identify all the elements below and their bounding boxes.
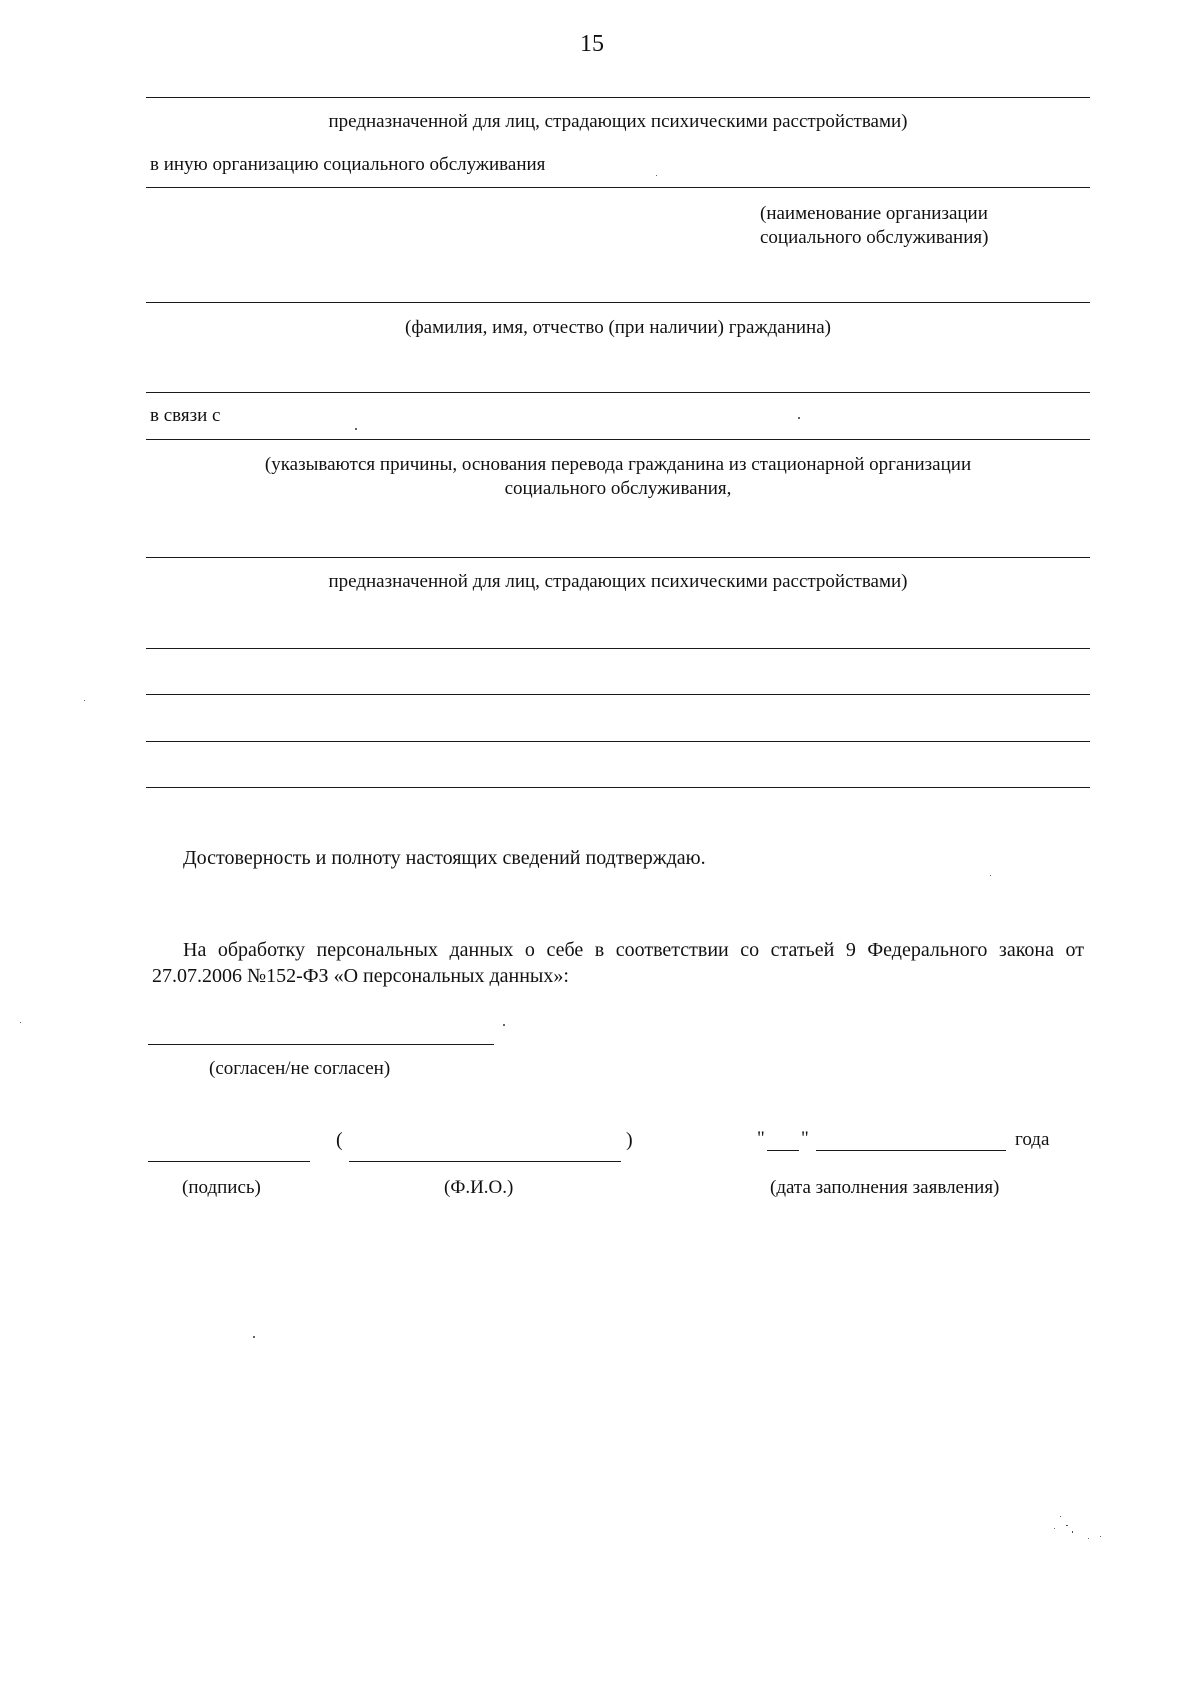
caption-intended-for: предназначенной для лиц, страдающих психическими расстройствами) xyxy=(328,111,908,132)
organization-name-line xyxy=(146,187,1090,188)
scan-speck xyxy=(20,1022,21,1023)
reasons-line xyxy=(146,439,1090,440)
field-line xyxy=(146,557,1090,558)
scan-speck xyxy=(1072,1531,1073,1533)
field-line xyxy=(146,97,1090,98)
caption-intended-for: предназначенной для лиц, страдающих психическими расстройствами) xyxy=(328,571,908,592)
date-day-line xyxy=(767,1150,799,1151)
organization-name-caption-line1: (наименование организации xyxy=(760,203,988,224)
fio-close-paren: ) xyxy=(626,1129,633,1151)
scan-speck xyxy=(1088,1538,1089,1539)
scan-speck xyxy=(1060,1516,1061,1517)
scan-speck xyxy=(1066,1525,1068,1526)
scan-speck xyxy=(990,875,991,876)
scan-speck xyxy=(355,428,357,430)
citizen-name-caption: (фамилия, имя, отчество (при наличии) гражданина) xyxy=(405,317,831,338)
fio-open-paren: ( xyxy=(336,1129,343,1151)
blank-line xyxy=(146,741,1090,742)
blank-line xyxy=(146,787,1090,788)
reasons-caption-line1: (указываются причины, основания перевода гражданина из стационарной организации xyxy=(264,454,972,475)
date-month-line xyxy=(816,1150,1006,1151)
scan-speck xyxy=(798,417,800,419)
scan-speck xyxy=(84,700,85,701)
date-day-quote-open: " xyxy=(757,1128,765,1149)
date-caption: (дата заполнения заявления) xyxy=(770,1177,1000,1198)
in-connection-with-label: в связи с xyxy=(150,405,221,426)
organization-name-caption-line2: социального обслуживания) xyxy=(760,227,989,248)
scan-speck xyxy=(656,175,657,176)
to-other-organization-label: в иную организацию социального обслуживания xyxy=(150,154,546,175)
page-number: 15 xyxy=(580,31,604,57)
fio-line xyxy=(349,1161,621,1162)
reasons-caption-line2: социального обслуживания, xyxy=(504,478,732,499)
signature-line xyxy=(148,1161,310,1162)
consent-caption: (согласен/не согласен) xyxy=(209,1058,391,1079)
date-day-quote-close: " xyxy=(801,1128,809,1149)
scan-speck xyxy=(1100,1536,1101,1537)
date-year-word: года xyxy=(1015,1129,1050,1150)
field-line xyxy=(146,392,1090,393)
scan-speck xyxy=(1054,1528,1055,1529)
consent-answer-line xyxy=(148,1044,494,1045)
confirmation-statement: Достоверность и полноту настоящих сведений подтверждаю. xyxy=(183,847,706,869)
scan-speck xyxy=(503,1024,505,1026)
consent-paragraph: На обработку персональных данных о себе в соответствии со статьей 9 Федерального закона от 27.07.2006 №152-ФЗ «О персональных данных»: xyxy=(152,939,1084,987)
blank-line xyxy=(146,648,1090,649)
citizen-name-line xyxy=(146,302,1090,303)
signature-caption: (подпись) xyxy=(182,1177,261,1198)
fio-caption: (Ф.И.О.) xyxy=(444,1177,514,1198)
blank-line xyxy=(146,694,1090,695)
scan-speck xyxy=(253,1336,255,1338)
